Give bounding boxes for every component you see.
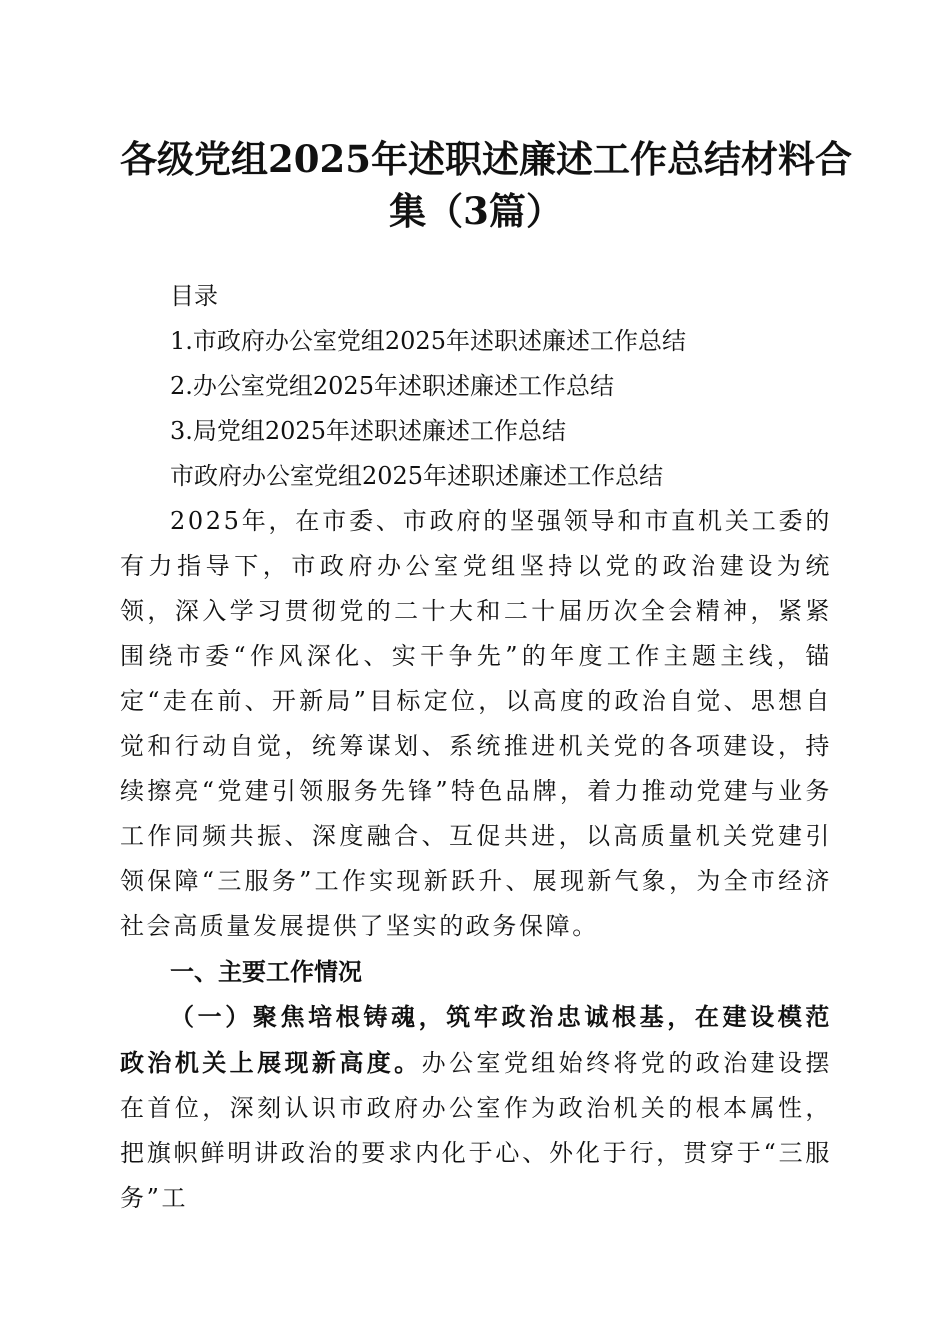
sub-heading: （一）聚焦培根铸魂，筑牢政治忠诚根基，在建设模范政治机关上展现新高度。 [120, 1002, 832, 1077]
section-title: 市政府办公室党组2025年述职述廉述工作总结 [170, 462, 664, 490]
toc-label: 目录 [170, 282, 218, 310]
toc-item-2: 2.办公室党组2025年述职述廉述工作总结 [170, 372, 614, 400]
sub-paragraph-text: 办公室党组始终将党的政治建设摆在首位，深刻认识市政府办公室作为政治机关的根本属性，把旗帜鲜明讲政治的要求内化于心、外化于行，贯穿于“三服务”工 [120, 1049, 832, 1212]
document-body [120, 274, 832, 1221]
toc-item-3: 3.局党组2025年述职述廉述工作总结 [170, 417, 566, 445]
heading-main-work: 一、主要工作情况 [170, 957, 362, 986]
toc-item-1: 1.市政府办公室党组2025年述职述廉述工作总结 [170, 327, 686, 355]
title-line-2: 集（3篇） [389, 189, 563, 233]
intro-paragraph: 2025年，在市委、市政府的坚强领导和市直机关工委的有力指导下，市政府办公室党组坚持以党的政治建设为统领，深入学习贯彻党的二十大和二十届历次全会精神，紧紧围绕市委“作风深化、实干争先”的年度工作主题主线，锚定“走在前、开新局”目标定位，以高度的政治自觉、思想自觉和行动自觉，统筹谋划、系统推进机关党的各项建设，持续擦亮“党建引领服务先锋”特色品牌，着力推动党建与业务工作同频共振、深度融合、互促共进，以高质量机关党建引领保障“三服务”工作实现新跃升、展现新气象，为全市经济社会高质量发展提供了坚实的政务保障。 [120, 507, 832, 940]
title-line-1: 各级党组2025年述职述廉述工作总结材料合 [120, 137, 852, 181]
sub-paragraph [120, 994, 832, 1221]
document-title [120, 133, 852, 237]
